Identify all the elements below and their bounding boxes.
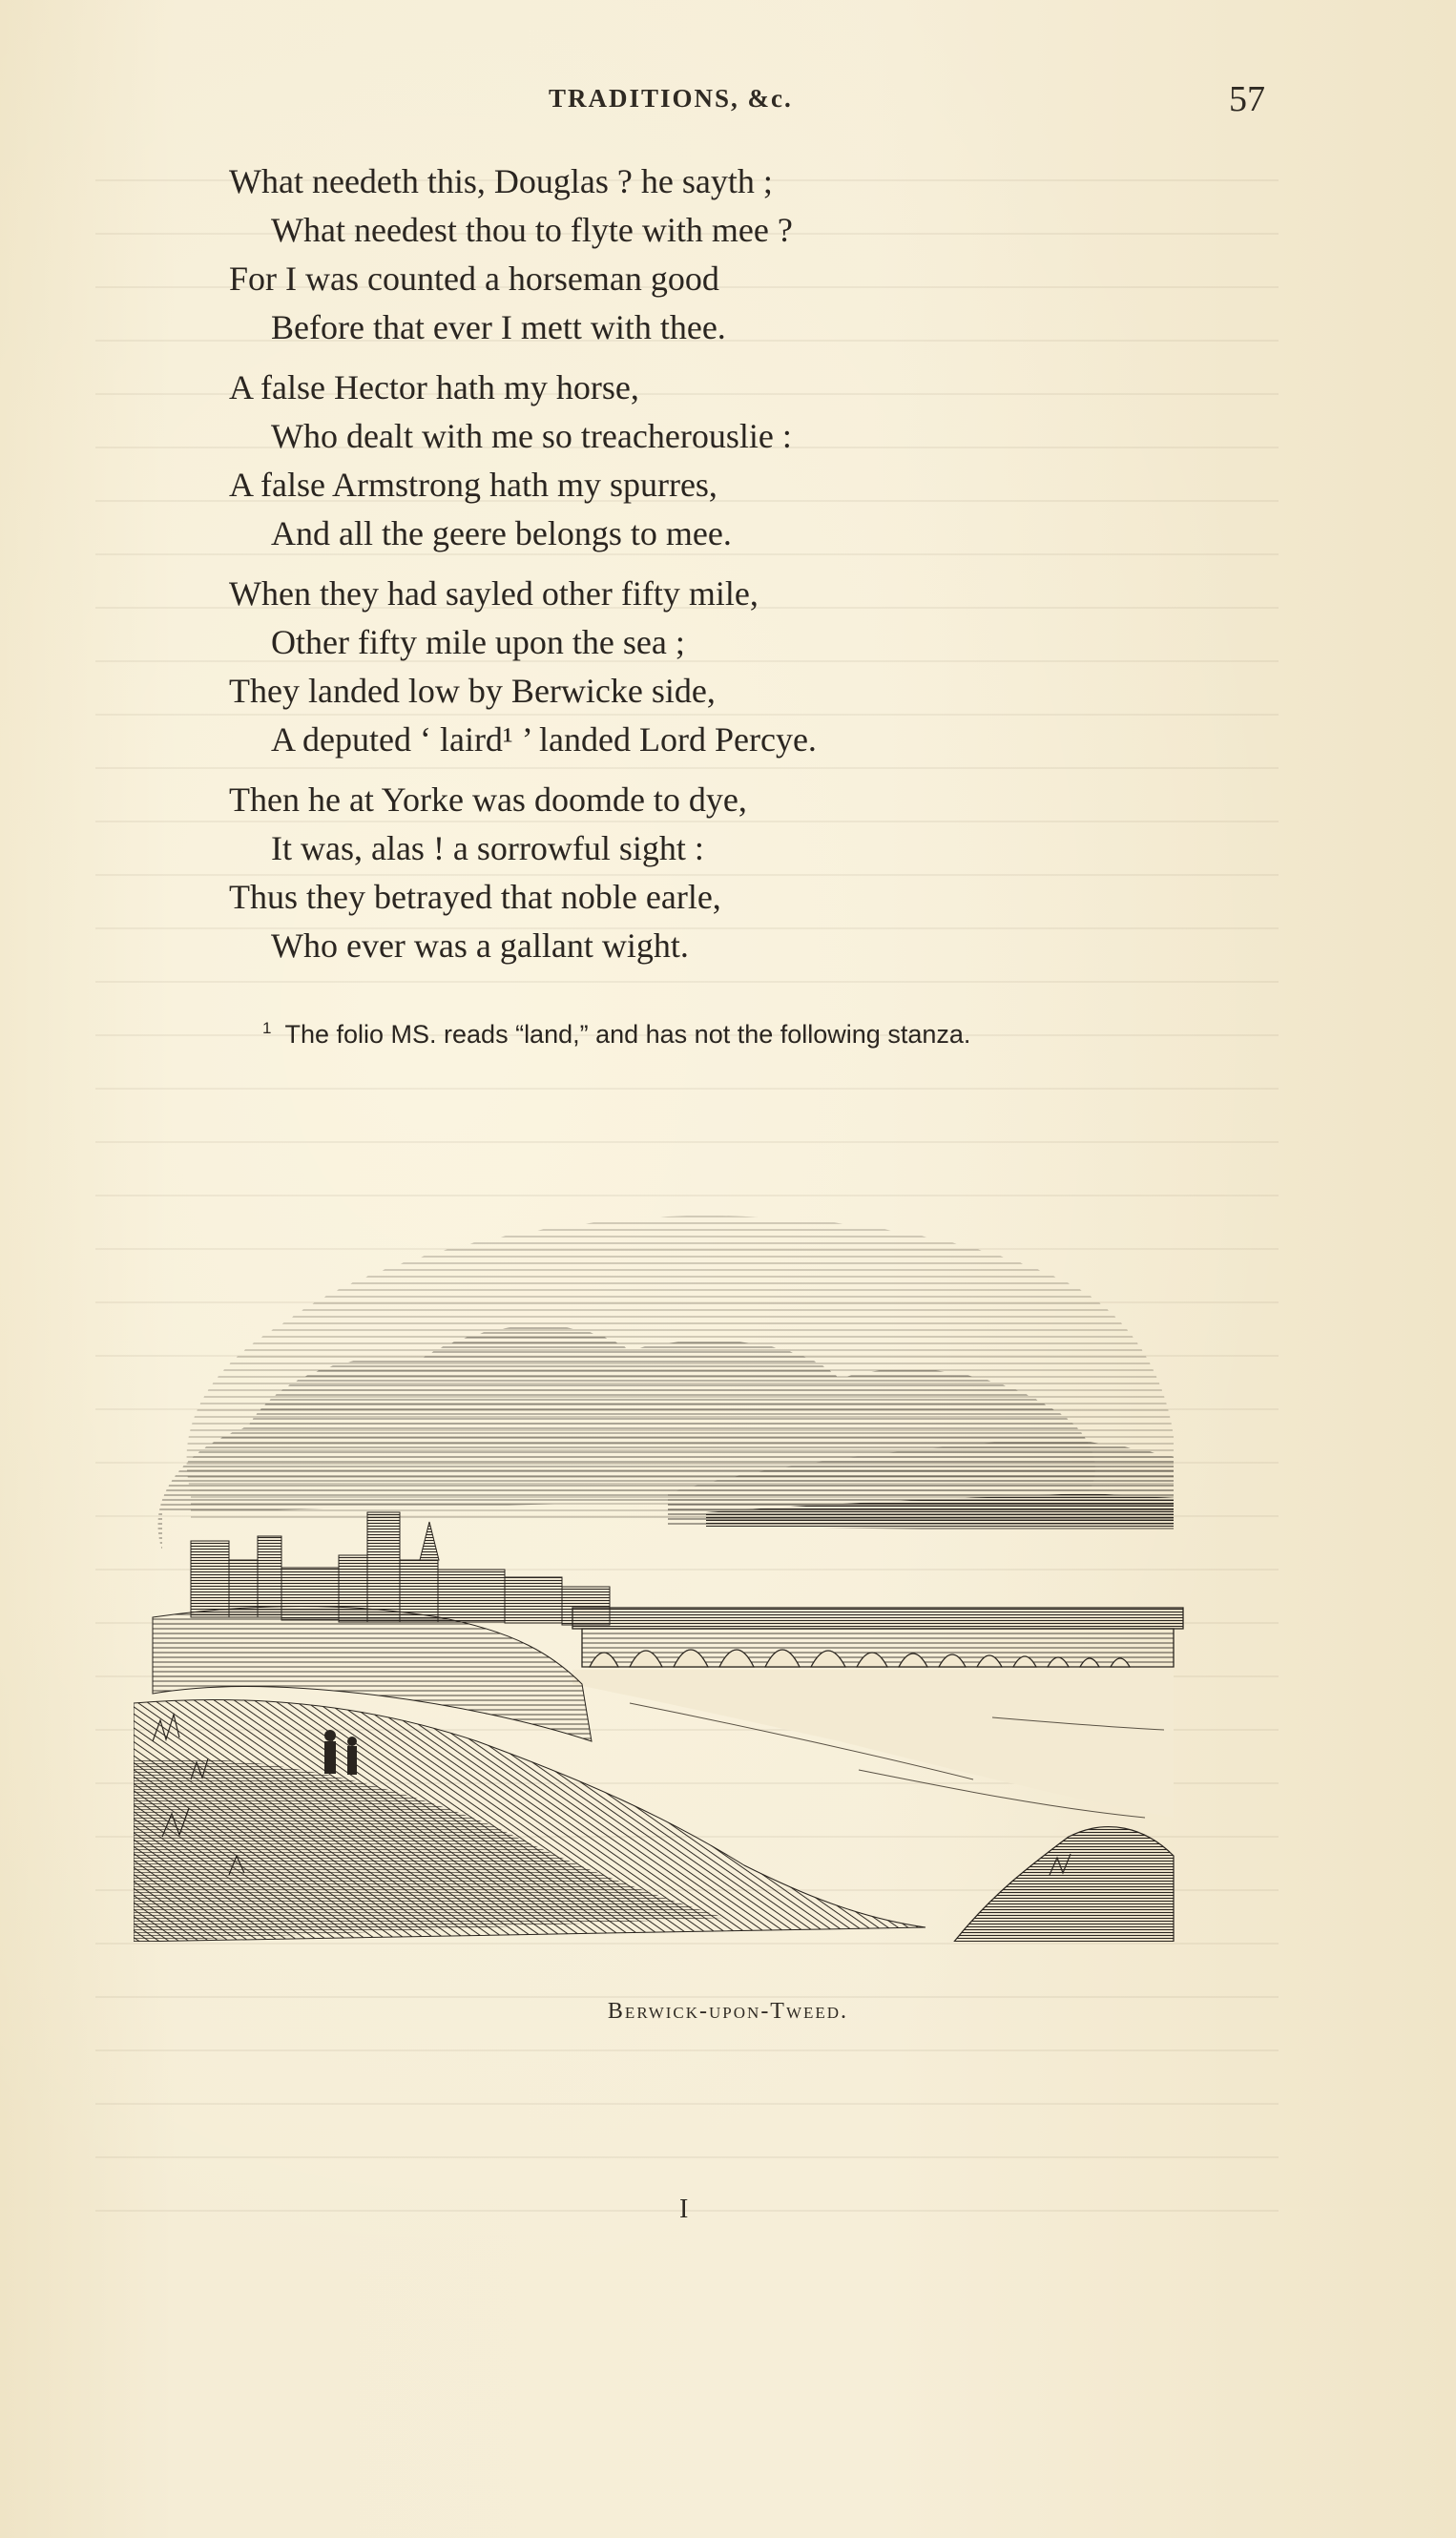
running-head: TRADITIONS, &c.	[549, 84, 793, 113]
illustration-caption: Berwick-upon-Tweed.	[607, 1999, 849, 2024]
verse-line: It was, alas ! a sorrowful sight :	[271, 829, 704, 867]
rocky-outcrop	[954, 1827, 1174, 1942]
signature-mark: I	[679, 2195, 689, 2224]
verse-line: When they had sayled other fifty mile,	[229, 574, 759, 613]
verse-line: A deputed ‘ laird¹ ’ landed Lord Percye.	[271, 720, 817, 759]
stanza	[229, 776, 1183, 970]
verse-line: For I was counted a horseman good	[229, 260, 719, 298]
verse-line: A false Hector hath my horse,	[229, 368, 639, 406]
verse-line: And all the geere belongs to mee.	[271, 514, 732, 552]
page-header	[0, 79, 1456, 132]
stanza	[229, 157, 1183, 352]
footnote-marker: 1	[262, 1019, 272, 1037]
verse-line: A false Armstrong hath my spurres,	[229, 466, 718, 504]
bridge	[572, 1608, 1183, 1667]
verse-line: Then he at Yorke was doomde to dye,	[229, 780, 747, 819]
page-number: 57	[1229, 79, 1265, 119]
river	[572, 1670, 1174, 1818]
verse-line: They landed low by Berwicke side,	[229, 672, 716, 710]
verse-line: Other fifty mile upon the sea ;	[271, 623, 685, 661]
berwick-engraving	[134, 1207, 1212, 1942]
verse-line: Thus they betrayed that noble earle,	[229, 878, 721, 916]
verse-line: Who ever was a gallant wight.	[271, 926, 689, 965]
verse-line: Before that ever I mett with thee.	[271, 308, 726, 346]
verse-line: What needeth this, Douglas ? he sayth ;	[229, 162, 773, 200]
verse-line: What needest thou to flyte with mee ?	[271, 211, 793, 249]
ballad-verses	[229, 157, 1183, 982]
stanza	[229, 364, 1183, 558]
stanza	[229, 570, 1183, 764]
verse-line: Who dealt with me so treacherouslie :	[271, 417, 792, 455]
footnote-text: The folio MS. reads “land,” and has not the following stanza.	[284, 1020, 971, 1049]
footnote	[262, 1019, 970, 1050]
